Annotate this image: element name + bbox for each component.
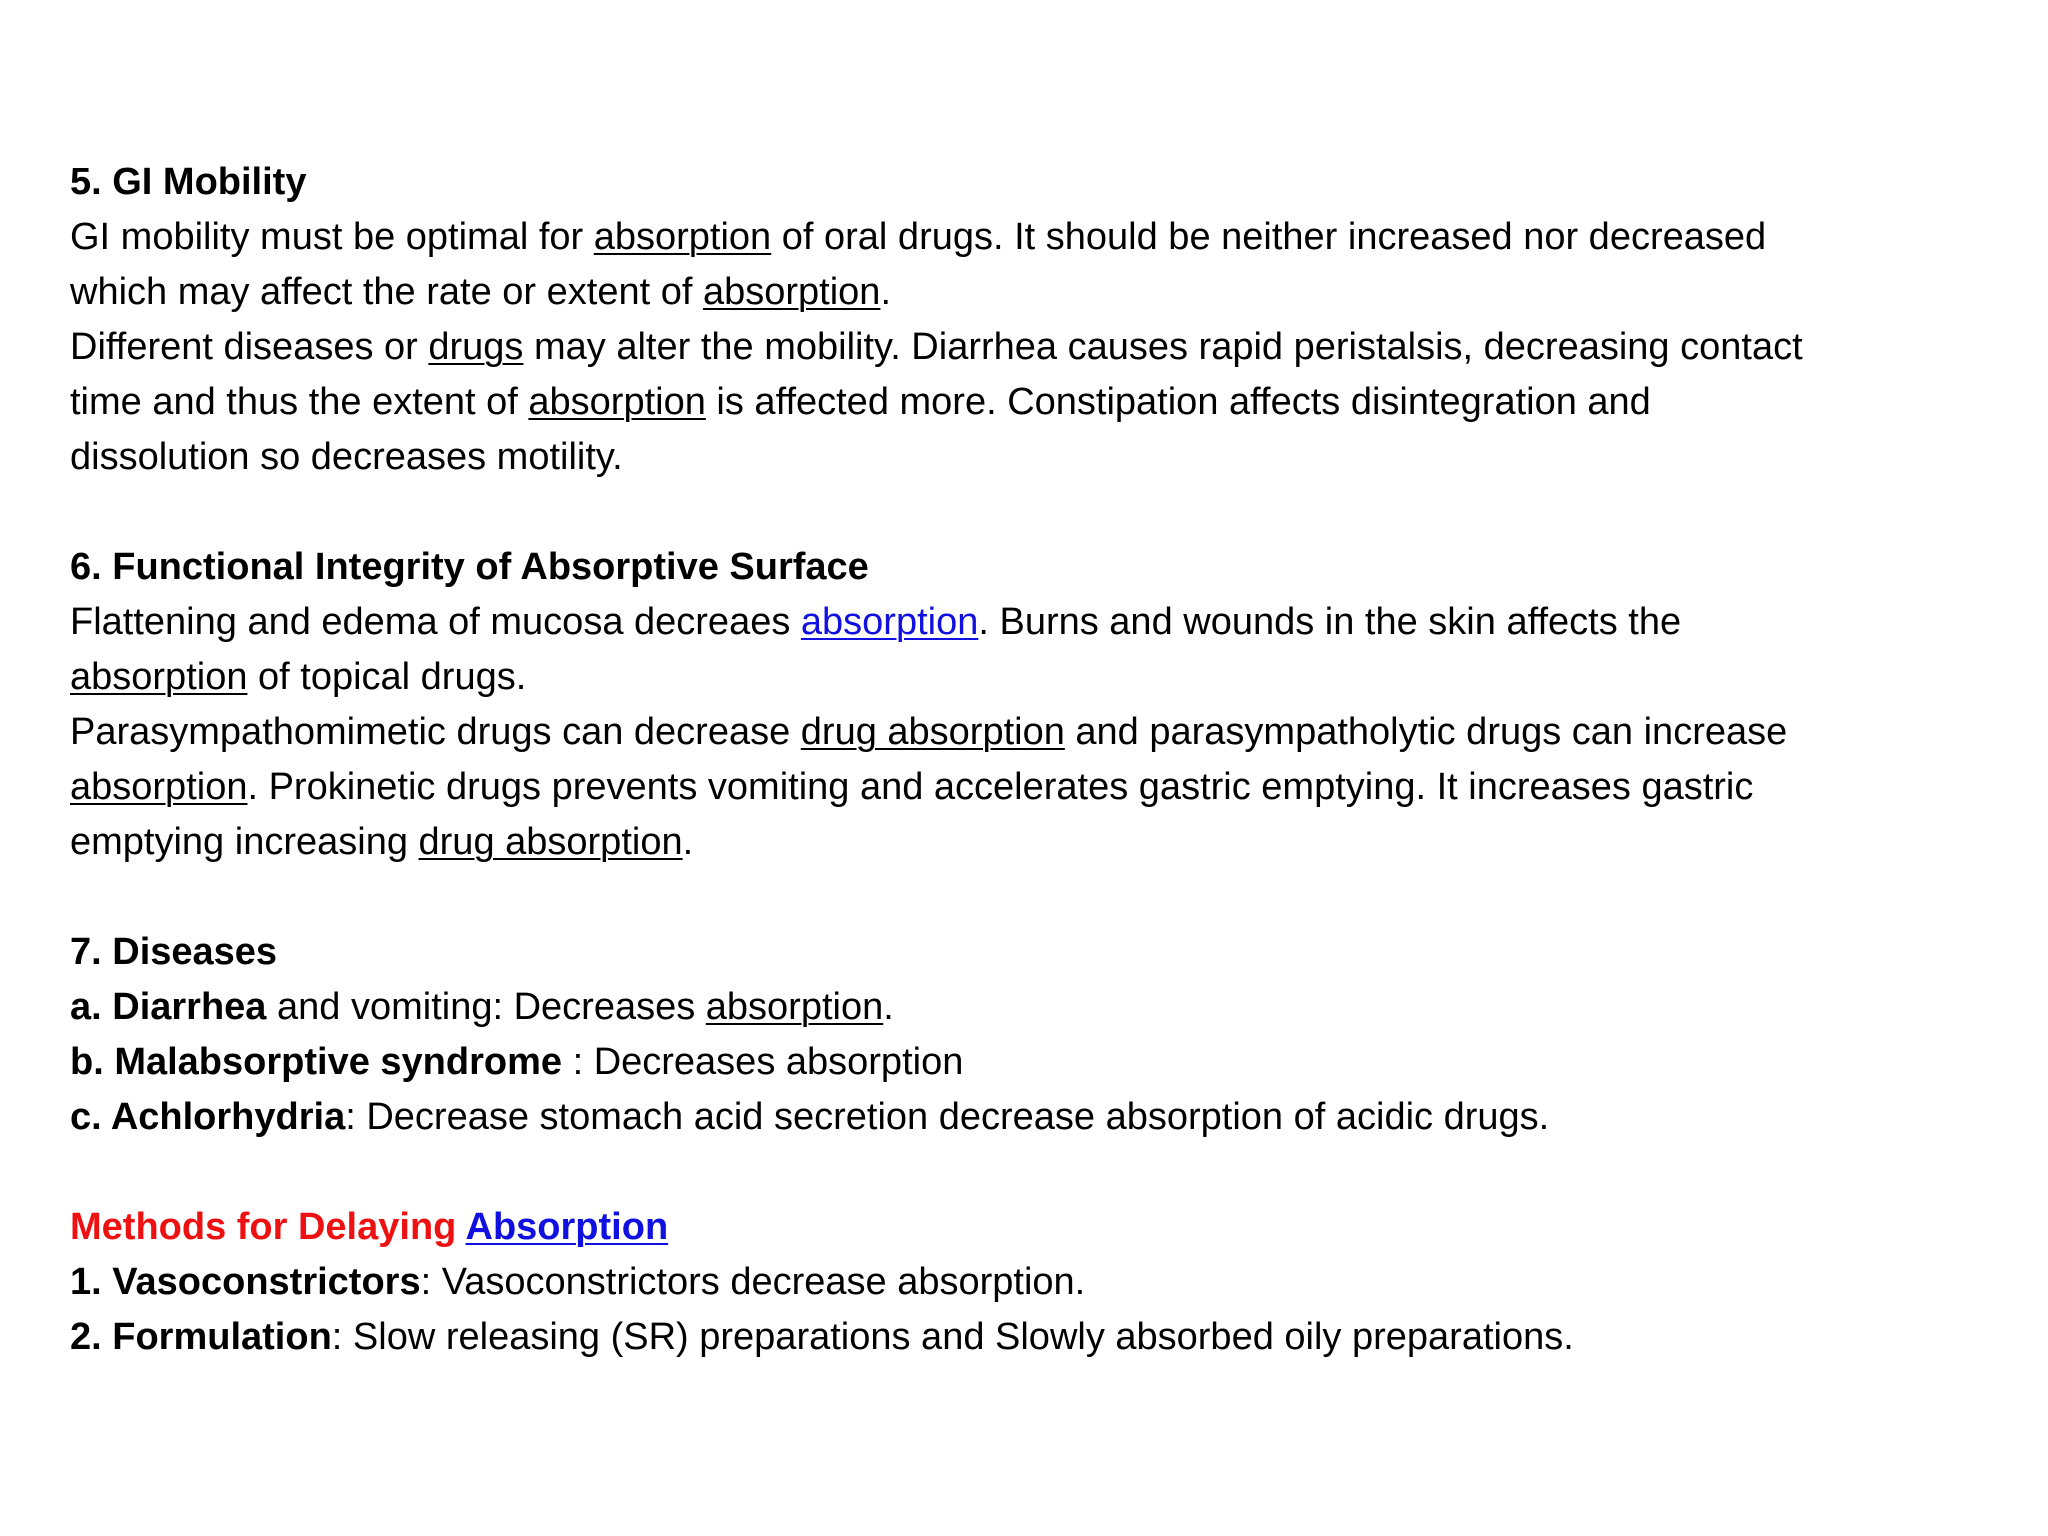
text: time and thus the extent of [70, 381, 529, 423]
absorption-link[interactable]: absorption [800, 601, 979, 643]
underlined-term: absorption [70, 656, 248, 698]
underlined-term: drug absorption [418, 821, 683, 863]
section-5-paragraph-line [70, 320, 1990, 375]
text: GI mobility must be optimal for [70, 216, 594, 258]
text: . [682, 821, 694, 863]
item-label: b. Malabsorptive syndrome [70, 1041, 563, 1083]
text: and parasympatholytic drugs can increase [1064, 711, 1788, 753]
text: . [880, 271, 891, 313]
text: of topical drugs. [247, 656, 527, 698]
section-5-paragraph-line [70, 210, 1990, 265]
text: may alter the mobility. Diarrhea causes rapid peristalsis, decreasing contact [523, 326, 1803, 368]
section-6-paragraph-line [70, 595, 1990, 650]
text: of oral drugs. It should be neither increased nor decreased [771, 216, 1767, 258]
section-6-paragraph-line [70, 705, 1990, 760]
text: Parasympathomimetic drugs can decrease [70, 711, 801, 753]
absorption-heading-link[interactable]: Absorption [465, 1206, 669, 1248]
text: Different diseases or [70, 326, 429, 368]
section-5-paragraph-line [70, 265, 1990, 320]
section-6-heading: 6. Functional Integrity of Absorptive Surface [70, 546, 869, 588]
disease-item-c [70, 1090, 1990, 1145]
item-label: 1. Vasoconstrictors [70, 1261, 421, 1303]
text: . Prokinetic drugs prevents vomiting and accelerates gastric emptying. It increases gastric [247, 766, 1754, 808]
text: which may affect the rate or extent of [70, 271, 703, 313]
spacer [70, 1145, 1990, 1200]
text: and vomiting: Decreases [266, 986, 706, 1028]
text: emptying increasing [70, 821, 419, 863]
disease-item-a [70, 980, 1990, 1035]
methods-heading-text: Methods for Delaying [70, 1206, 466, 1248]
text: Flattening and edema of mucosa decreaes [70, 601, 801, 643]
spacer [70, 485, 1990, 540]
text: : Decrease stomach acid secretion decrease absorption of acidic drugs. [345, 1096, 1550, 1138]
methods-heading [70, 1200, 1990, 1255]
underlined-term: drug absorption [800, 711, 1065, 753]
underlined-term: drugs [428, 326, 524, 368]
section-6-paragraph-line [70, 815, 1990, 870]
item-label: a. Diarrhea [70, 986, 267, 1028]
text: : Slow releasing (SR) preparations and Slowly absorbed oily preparations. [331, 1316, 1574, 1358]
method-item-1 [70, 1255, 1990, 1310]
text: . Burns and wounds in the skin affects the [978, 601, 1682, 643]
disease-item-b [70, 1035, 1990, 1090]
item-label: c. Achlorhydria [70, 1096, 346, 1138]
document-page [70, 155, 1990, 1365]
underlined-term: absorption [702, 271, 881, 313]
section-6-paragraph-line [70, 650, 1990, 705]
underlined-term: absorption [705, 986, 884, 1028]
section-5-paragraph-line: dissolution so decreases motility. [70, 436, 623, 478]
section-5-paragraph-line [70, 375, 1990, 430]
text: . [883, 986, 894, 1028]
text: : Decreases absorption [562, 1041, 964, 1083]
method-item-2 [70, 1310, 1990, 1365]
section-5-heading: 5. GI Mobility [70, 161, 307, 203]
section-7-heading: 7. Diseases [70, 931, 278, 973]
spacer [70, 870, 1990, 925]
section-6-paragraph-line [70, 760, 1990, 815]
item-label: 2. Formulation [70, 1316, 332, 1358]
underlined-term: absorption [593, 216, 772, 258]
underlined-term: absorption [528, 381, 706, 423]
text: : Vasoconstrictors decrease absorption. [420, 1261, 1086, 1303]
underlined-term: absorption [70, 766, 248, 808]
text: is affected more. Constipation affects disintegration and [705, 381, 1651, 423]
